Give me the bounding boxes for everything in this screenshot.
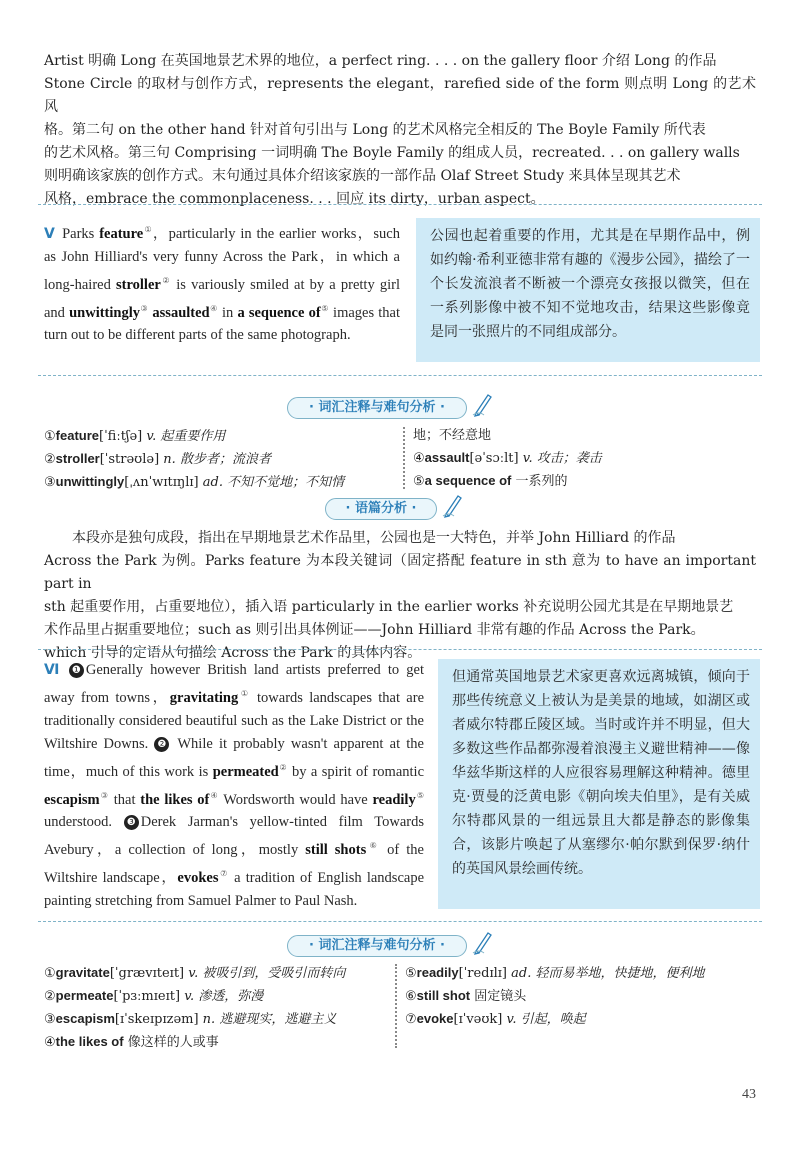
- vocab-word: permeated: [212, 763, 279, 780]
- section-divider: [38, 375, 762, 376]
- vocab-word: escapism: [44, 791, 100, 808]
- intro-line: 的艺术风格。第三句 Comprising 一词明确 The Boyle Family 的组成人员，recreated. . . on gallery walls: [44, 145, 740, 161]
- vocab-item: ①feature[ˈfiːtʃə] v. 起重要作用: [44, 428, 226, 444]
- vocab-item: ⑤a sequence of 一系列的: [413, 473, 568, 489]
- discourse-analysis: [44, 527, 756, 665]
- intro-line: 则明确该家族的创作方式。末句通过具体介绍该家族的一部作品 Olaf Street Study 来具体呈现其艺术: [44, 168, 681, 184]
- intro-paragraph: [44, 50, 756, 211]
- discourse-line: sth 起重要作用，占重要地位），插入语 particularly in the earlier works 补充说明公园尤其是在早期地景艺: [44, 599, 734, 615]
- vocab-item: ⑥still shot 固定镜头: [405, 988, 527, 1004]
- section-6-translation: 但通常英国地景艺术家更喜欢远离城镇，倾向于那些传统意义上被认为是美景的地域，如湖区或者威尔特郡丘陵区域。当时或许并不明显，但大多数这些作品都弥漫着浪漫主义避世精神——像华兹华斯这样的人应很容易理解这种精神。德里克·贾曼的泛黄电影《朝向埃夫伯里》，是有关威尔特郡风景的一组远景且大都是静态的影像集合，该影片唤起了从塞缪尔·帕尔默到保罗·纳什的英国风景绘画传统。: [438, 659, 760, 909]
- section-divider: [38, 649, 762, 650]
- vocab-item: ②stroller[ˈstrəʊlə] n. 散步者；流浪者: [44, 451, 271, 467]
- vocab-word: assaulted: [152, 304, 210, 321]
- vocab-word: evokes: [177, 870, 219, 887]
- intro-line: Artist 明确 Long 在英国地景艺术界的地位，a perfect ring. . . . on the gallery floor 介绍 Long 的作品: [44, 53, 717, 69]
- intro-line: Stone Circle 的取材与创作方式，represents the elegant，rarefied side of the form 则点明 Long 的艺术风: [44, 76, 756, 115]
- vocab-header: · 词汇注释与难句分析 ·: [287, 935, 467, 957]
- vocab-word: feature: [99, 225, 144, 242]
- vocab-item: ③unwittingly[ˌʌnˈwɪtɪŋlɪ] ad. 不知不觉地；不知情: [44, 474, 345, 490]
- discourse-line: 本段亦是独句成段，指出在早期地景艺术作品里，公园也是一大特色，并举 John Hilliard 的作品: [72, 530, 676, 546]
- vocab-word: still shots: [305, 842, 367, 859]
- vocab-list-left: [44, 425, 344, 494]
- vocab-item: ④assault[əˈsɔːlt] v. 攻击；袭击: [413, 450, 602, 466]
- intro-line: 风格，embrace the commonplaceness. . . 回应 its dirty，urban aspect。: [44, 191, 545, 207]
- vocab-word: gravitating: [169, 689, 239, 706]
- vocab-word: stroller: [116, 276, 161, 293]
- vocab-word: the likes of: [140, 791, 210, 808]
- section-5-english: Ⅴ Parks feature①，particularly in the earlier works，such as John Hilliard's very funny Across the Park，in which a long-haired stroller② is variously smiled at by a pretty girl and unwittingly③ assaulted④ in a sequence of⑤ images that turn out to be different parts of the same photograph.: [44, 225, 401, 344]
- column-separator: [395, 964, 405, 1048]
- section-5-translation: 公园也起着重要的作用，尤其是在早期作品中，例如约翰·希利亚德非常有趣的《漫步公园》，描绘了一个长发流浪者不断被一个漂亮女孩报以微笑，但在一系列影像中被不知不觉地攻击，结果这些影像竟是同一张照片的不同组成部分。: [416, 218, 760, 362]
- vocab-header: · 词汇注释与难句分析 ·: [287, 397, 467, 419]
- pen-icon: [441, 492, 463, 518]
- section-number: Ⅴ: [44, 225, 57, 242]
- vocab-list-right: [413, 425, 602, 493]
- vocab-word: readily: [372, 791, 416, 808]
- vocab-item: 地；不经意地: [413, 428, 492, 443]
- vocab-item: ①gravitate[ˈgrævɪteɪt] v. 被吸引到，受吸引而转向: [44, 965, 346, 981]
- pen-icon: [471, 929, 493, 955]
- vocab-item: ⑦evoke[ɪˈvəʊk] v. 引起，唤起: [405, 1011, 586, 1027]
- section-6-english: Ⅵ ❶ Generally however British land artists preferred to get away from towns，gravitating① towards landscapes that are traditionally considered beautiful such as the Lake District or the Wiltshire Downs. ❷ While it probably wasn't apparent at the time，much of this work is permeated② by a spirit of romantic escapism③ that the likes of④ Wordsworth would have readily⑤ understood. ❸ Derek Jarman's yellow-tinted film Towards Avebury，a collection of long，mostly still shots⑥ of the Wiltshire landscape，evokes⑦ a tradition of English landscape painting stretching from Samuel Palmer to Paul Nash.: [44, 662, 425, 910]
- discourse-line: which 引导的定语从句描绘 Across the Park 的具体内容。: [44, 645, 422, 661]
- pen-icon: [471, 391, 493, 417]
- vocab-list-left: [44, 962, 345, 1054]
- section-divider: [38, 921, 762, 922]
- discourse-line: Across the Park 为例。Parks feature 为本段关键词（固定搭配 feature in sth 意为 to have an important part in: [44, 553, 756, 592]
- vocab-item: ②permeate[ˈpɜːmɪeɪt] v. 渗透，弥漫: [44, 988, 264, 1004]
- vocab-word: unwittingly: [69, 304, 141, 321]
- discourse-line: 术作品里占据重要地位；such as 则引出具体例证——John Hilliard 非常有趣的作品 Across the Park。: [44, 622, 705, 638]
- vocab-list-right: [405, 962, 704, 1031]
- intro-line: 格。第二句 on the other hand 针对首句引出与 Long 的艺术风格完全相反的 The Boyle Family 所代表: [44, 122, 706, 138]
- column-separator: [403, 427, 413, 489]
- page-number: 43: [742, 1087, 756, 1102]
- vocab-word: a sequence of: [237, 304, 321, 321]
- section-divider: [38, 204, 762, 205]
- vocab-item: ③escapism[ɪˈskeɪpɪzəm] n. 逃避现实，逃避主义: [44, 1011, 337, 1027]
- section-number: Ⅵ: [44, 662, 63, 678]
- discourse-header: · 语篇分析 ·: [325, 498, 437, 520]
- vocab-item: ⑤readily[ˈredɪlɪ] ad. 轻而易举地，快捷地，便利地: [405, 965, 705, 981]
- vocab-item: ④the likes of 像这样的人或事: [44, 1034, 219, 1050]
